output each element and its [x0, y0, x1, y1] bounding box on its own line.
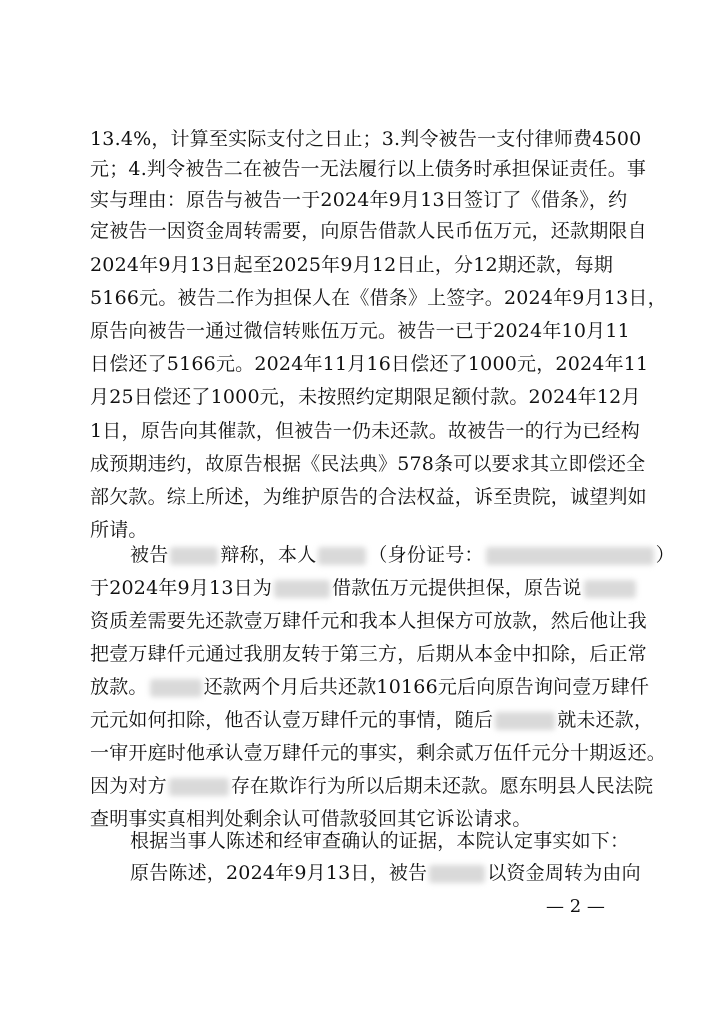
claims-line-9: 月25日偿还了1000元，未按照约定期限足额付款。2024年12月	[90, 386, 641, 408]
page-number: — 2 —	[546, 896, 605, 917]
redacted-name	[495, 712, 555, 730]
defense-text: 元元如何扣除，他否认壹万肆仟元的事情，随后	[90, 709, 494, 731]
claims-line-5: 2024年9月13日起至2025年9月12日止，分12期还款，每期	[90, 254, 614, 276]
redacted-name	[169, 778, 229, 796]
defense-line-5	[90, 672, 650, 702]
claims-line-3: 实与理由：原告与被告一于2024年9月13日签订了《借条》，约	[90, 189, 628, 211]
redacted-name	[150, 679, 202, 697]
claims-line-2: 元；4.判令被告二在被告一无法履行以上债务时承担保证责任。事	[90, 158, 647, 180]
defense-line-3: 资质差需要先还款壹万肆仟元和我本人担保方可放款，然后他让我	[90, 610, 647, 632]
defense-line-7: 一审开庭时他承认壹万肆仟元的事实，剩余贰万伍仟元分十期返还。	[90, 742, 667, 764]
defense-line-1	[130, 540, 675, 570]
redacted-name	[584, 580, 636, 598]
defense-text: 辩称，本人	[220, 544, 317, 566]
defense-text: 于2024年9月13日为	[90, 577, 273, 599]
claims-line-11: 成预期违约，故原告根据《民法典》578条可以要求其立即偿还全	[90, 453, 646, 475]
claims-line-10: 1日，原告向其催款，但被告一仍未还款。故被告一的行为已经构	[90, 420, 640, 442]
defense-text: 还款两个月后共还款10166元后向原告询问壹万肆仟	[203, 676, 650, 698]
defense-line-9: 查明事实真相判处剩余认可借款驳回其它诉讼请求。	[90, 808, 532, 830]
defense-line-4: 把壹万肆仟元通过我朋友转于第三方，后期从本金中扣除，后正常	[90, 643, 647, 665]
redacted-name	[429, 865, 485, 883]
defense-text: 就未还款，	[557, 709, 654, 731]
court-text: 原告陈述，2024年9月13日，被告	[130, 862, 428, 884]
defense-line-6	[90, 705, 654, 735]
claims-line-8: 日偿还了5166元。2024年11月16日偿还了1000元，2024年11	[90, 353, 649, 375]
defense-text: 存在欺诈行为所以后期未还款。愿东明县人民法院	[230, 775, 654, 797]
claims-line-7: 原告向被告一通过微信转账伍万元。被告一已于2024年10月11	[90, 320, 630, 342]
court-text: 以资金周转为由向	[487, 862, 641, 884]
court-line-2	[130, 858, 641, 888]
claims-line-12: 部欠款。综上所述，为维护原告的合法权益，诉至贵院，诚望判如	[90, 486, 647, 508]
redacted-name	[274, 580, 330, 598]
defense-text: 被告	[130, 544, 169, 566]
claims-line-1: 13.4%，计算至实际支付之日止；3.判令被告一支付律师费4500	[90, 128, 642, 150]
redacted-name	[318, 547, 366, 565]
defense-line-2	[90, 573, 630, 603]
claims-line-6: 5166元。被告二作为担保人在《借条》上签字。2024年9月13日，	[90, 287, 667, 309]
defense-text: 放款。	[90, 676, 148, 698]
defense-line-8	[90, 771, 654, 801]
defense-text: 借款伍万元提供担保，原告说	[332, 577, 582, 599]
defense-text: 因为对方	[90, 775, 167, 797]
defense-text: ）	[655, 544, 675, 566]
defense-text: （身份证号：	[368, 544, 484, 566]
claims-line-13: 所请。	[90, 519, 148, 541]
redacted-name	[170, 547, 218, 565]
redacted-id-number	[486, 547, 654, 565]
court-line-1: 根据当事人陈述和经审查确认的证据，本院认定事实如下：	[130, 830, 630, 852]
claims-line-4: 定被告一因资金周转需要，向原告借款人民币伍万元，还款期限自	[90, 220, 647, 242]
